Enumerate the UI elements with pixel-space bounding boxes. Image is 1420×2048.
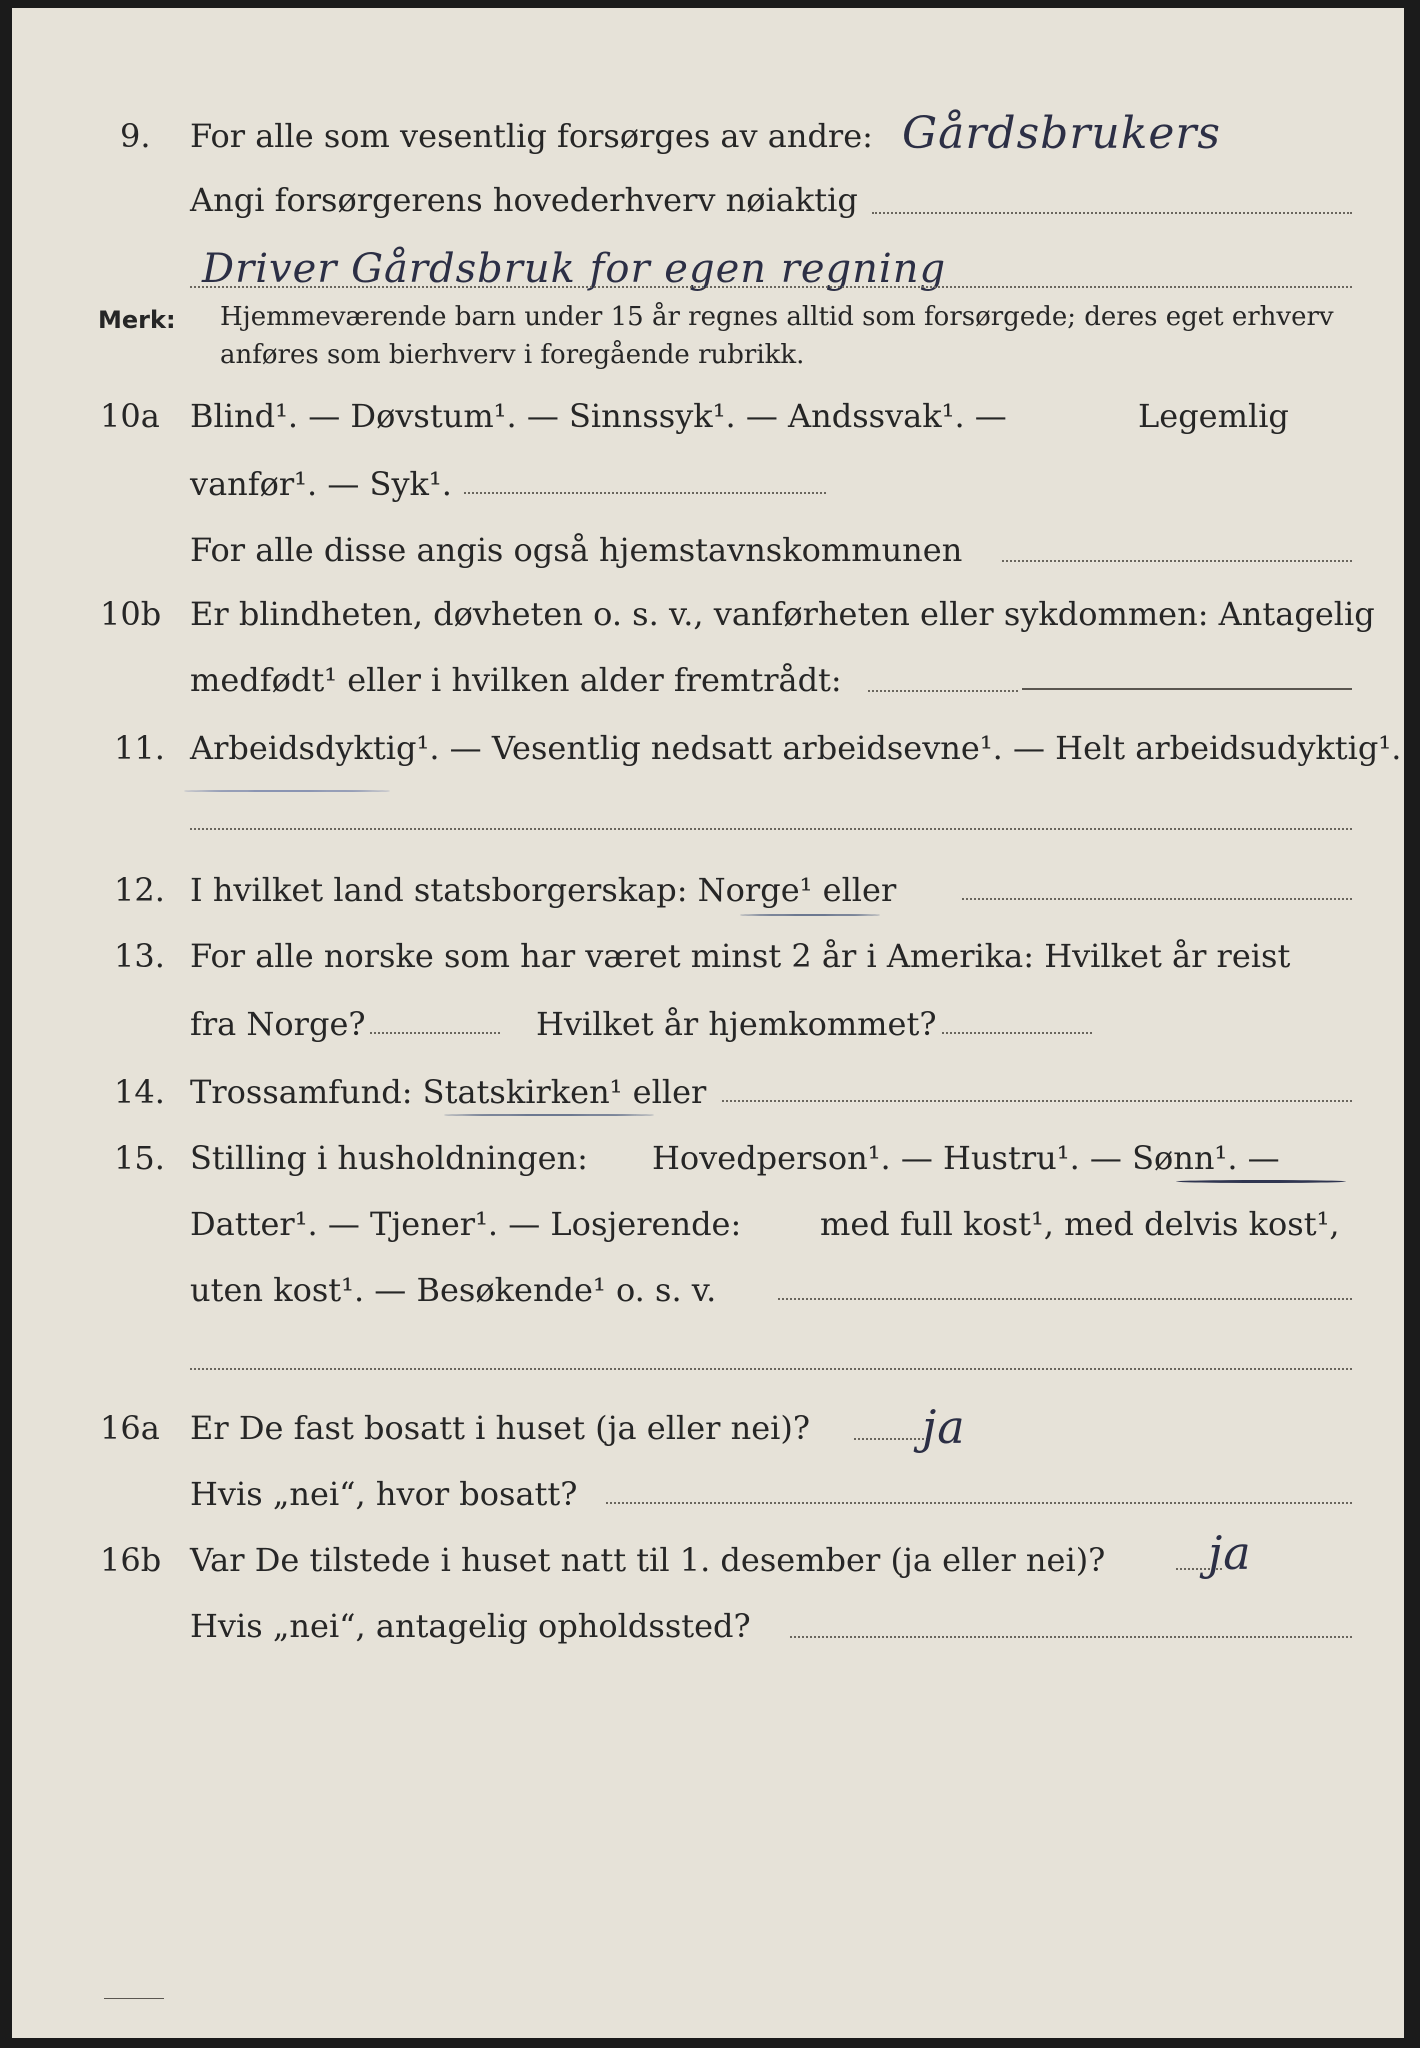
q12-line1: I hvilket land statsborgerskap: Norge¹ eller xyxy=(190,871,897,909)
item-number-12: 12. xyxy=(114,871,165,909)
q16b-line2: Hvis „nei“, antagelig opholdssted? xyxy=(190,1607,751,1645)
q15-line3: uten kost¹. — Besøkende¹ o. s. v. xyxy=(190,1271,717,1309)
q10a-dotted-line xyxy=(464,492,826,494)
q12-dotted-line xyxy=(962,898,1352,900)
footnote-rule xyxy=(104,1998,164,1999)
q10b-answer-line xyxy=(1022,688,1352,690)
q9-handwriting-description: Driver Gårdsbruk for egen regning xyxy=(202,246,947,292)
q10a-dotted-line-2 xyxy=(1002,560,1352,562)
q13-line2-b: Hvilket år hjemkommet? xyxy=(536,1005,937,1043)
merk-text-2: anføres som bierhverv i foregående rubrikk. xyxy=(220,340,805,370)
q14-line1: Trossamfund: Statskirken¹ eller xyxy=(190,1073,707,1111)
item-number-15: 15. xyxy=(114,1139,165,1177)
q16a-line1: Er De fast bosatt i huset (ja eller nei)? xyxy=(190,1409,811,1447)
q10a-line2: vanfør¹. — Syk¹. xyxy=(190,465,452,503)
q9-line2: Angi forsørgerens hovederhverv nøiaktig xyxy=(190,181,858,219)
merk-label: Merk: xyxy=(98,306,176,334)
census-form-page xyxy=(12,8,1404,2038)
q11-line1: Arbeidsdyktig¹. — Vesentlig nedsatt arbeidsevne¹. — Helt arbeidsudyktig¹. xyxy=(190,729,1402,767)
q16b-dotted-line-2 xyxy=(790,1636,1352,1638)
q13-line2-a: fra Norge? xyxy=(190,1005,366,1043)
q15-line1-a: Stilling i husholdningen: xyxy=(190,1139,588,1177)
q16a-dotted-line-2 xyxy=(606,1502,1352,1504)
q13-dotted-line-1 xyxy=(370,1032,500,1034)
q11-arbeidsdyktig-underline xyxy=(184,790,390,792)
q9-dotted-line xyxy=(872,212,1352,214)
q15-dotted-line xyxy=(778,1298,1352,1300)
q16a-dotted-line-1 xyxy=(854,1438,928,1440)
item-number-14: 14. xyxy=(114,1073,165,1111)
item-number-10a: 10a xyxy=(100,397,160,435)
q10b-line1: Er blindheten, døvheten o. s. v., vanførheten eller sykdommen: Antagelig xyxy=(190,595,1375,633)
q10a-line3: For alle disse angis også hjemstavnskommunen xyxy=(190,531,963,569)
q16a-handwriting-answer: ja xyxy=(922,1400,966,1454)
q16b-handwriting-answer: ja xyxy=(1208,1526,1252,1580)
item-number-16b: 16b xyxy=(100,1541,162,1579)
q13-dotted-line-2 xyxy=(942,1032,1092,1034)
item-number-9: 9. xyxy=(120,117,151,155)
q14-statskirken-underline xyxy=(444,1114,654,1116)
q10a-line1-b: Legemlig xyxy=(1138,397,1289,435)
q15-line2-a: Datter¹. — Tjener¹. — Losjerende: xyxy=(190,1205,742,1243)
q15-line1-b: Hovedperson¹. — Hustru¹. — Sønn¹. — xyxy=(652,1139,1280,1177)
q9-handwriting-occupation: Gårdsbrukers xyxy=(902,108,1222,159)
q16a-line2: Hvis „nei“, hvor bosatt? xyxy=(190,1475,578,1513)
q9-line1: For alle som vesentlig forsørges av andre: xyxy=(190,117,873,155)
q12-norge-underline xyxy=(740,914,880,916)
q15-sonn-underline xyxy=(1176,1180,1346,1183)
item-number-16a: 16a xyxy=(100,1409,160,1447)
q15-dotted-line-2 xyxy=(190,1368,1352,1370)
item-number-13: 13. xyxy=(114,937,165,975)
q16b-line1: Var De tilstede i huset natt til 1. desember (ja eller nei)? xyxy=(190,1541,1106,1579)
q14-dotted-line xyxy=(722,1100,1352,1102)
q9-dotted-line-2 xyxy=(190,286,1352,288)
q10b-dotted-line xyxy=(868,690,1018,692)
q13-line1: For alle norske som har været minst 2 år i Amerika: Hvilket år reist xyxy=(190,937,1291,975)
item-number-10b: 10b xyxy=(100,595,162,633)
q11-dotted-line xyxy=(190,828,1352,830)
q15-line2-b: med full kost¹, med delvis kost¹, xyxy=(820,1205,1340,1243)
q10a-line1-a: Blind¹. — Døvstum¹. — Sinnssyk¹. — Andssvak¹. — xyxy=(190,397,1007,435)
item-number-11: 11. xyxy=(114,729,165,767)
merk-text-1: Hjemmeværende barn under 15 år regnes alltid som forsørgede; deres eget erhverv xyxy=(220,302,1334,332)
q10b-line2: medfødt¹ eller i hvilken alder fremtrådt: xyxy=(190,661,842,699)
